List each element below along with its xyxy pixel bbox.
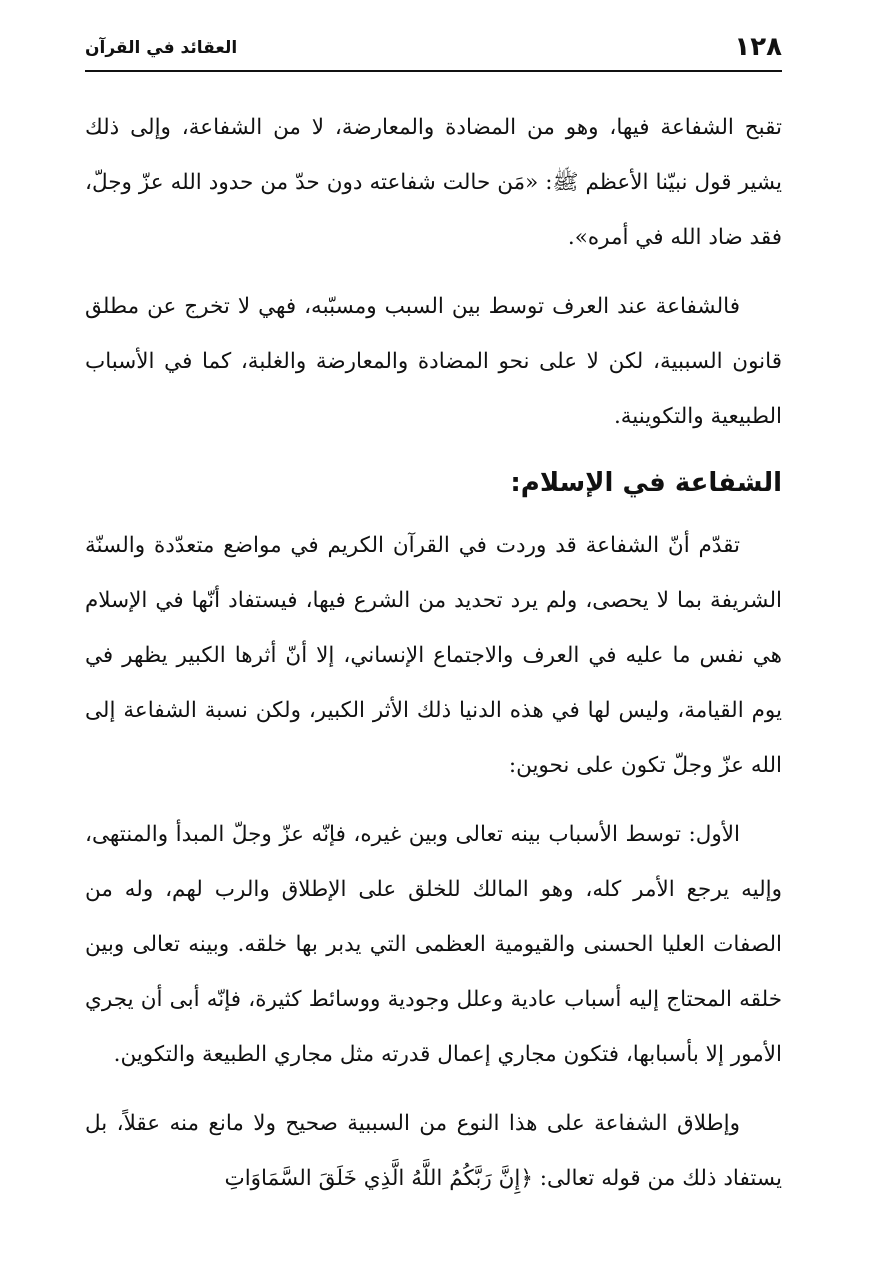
page-header (85, 28, 782, 68)
paragraph-2: فالشفاعة عند العرف توسط بين السبب ومسبّبه، فهي لا تخرج عن مطلق قانون السببية، لكن لا على نحو المضادة والمعارضة والغلبة، كما في الأسباب الطبيعية والتكوينية. (85, 294, 782, 429)
page-number: ١٢٨ (734, 32, 782, 62)
running-title: العقائد في القرآن (85, 38, 238, 58)
paragraph-3: تقدّم أنّ الشفاعة قد وردت في القرآن الكريم في مواضع متعدّدة والسنّة الشريفة بما لا يحصى، ولم يرد تحديد من الشرع فيها، فيستفاد أنّها في الإسلام هي نفس ما عليه في العرف والاجتماع الإنساني، إلا أنّ أثرها الكبير يظهر في يوم القيامة، وليس لها في هذه الدنيا ذلك الأثر الكبير، ولكن نسبة الشفاعة إلى الله عزّ وجلّ تكون على نحوين: (85, 533, 782, 778)
section-heading: الشفاعة في الإسلام: (510, 468, 782, 498)
header-rule (85, 70, 782, 72)
paragraph-1: تقبح الشفاعة فيها، وهو من المضادة والمعارضة، لا من الشفاعة، وإلى ذلك يشير قول نبيّنا الأعظم ﷺ: «مَن حالت شفاعته دون حدّ من حدود الله عزّ وجلّ، فقد ضاد الله في أمره». (85, 115, 782, 250)
paragraph-4: الأول: توسط الأسباب بينه تعالى وبين غيره، فإنّه عزّ وجلّ المبدأ والمنتهى، وإليه يرجع الأمر كله، وهو المالك للخلق على الإطلاق والرب لهم، وله من الصفات العليا الحسنى والقيومية العظمى التي يدبر بها خلقه. وبينه تعالى وبين خلقه المحتاج إليه أسباب عادية وعلل وجودية ووسائط كثيرة، فإنّه أبى أن يجري الأمور إلا بأسبابها، فتكون مجاري إعمال قدرته مثل مجاري الطبيعة والتكوين. (85, 822, 782, 1067)
page-body (85, 100, 782, 1220)
paragraph-5: وإطلاق الشفاعة على هذا النوع من السببية صحيح ولا مانع منه عقلاً، بل يستفاد ذلك من قوله تعالى: ﴿إِنَّ رَبَّكُمُ اللَّهُ الَّذِي خَلَقَ السَّمَاوَاتِ (85, 1111, 782, 1191)
